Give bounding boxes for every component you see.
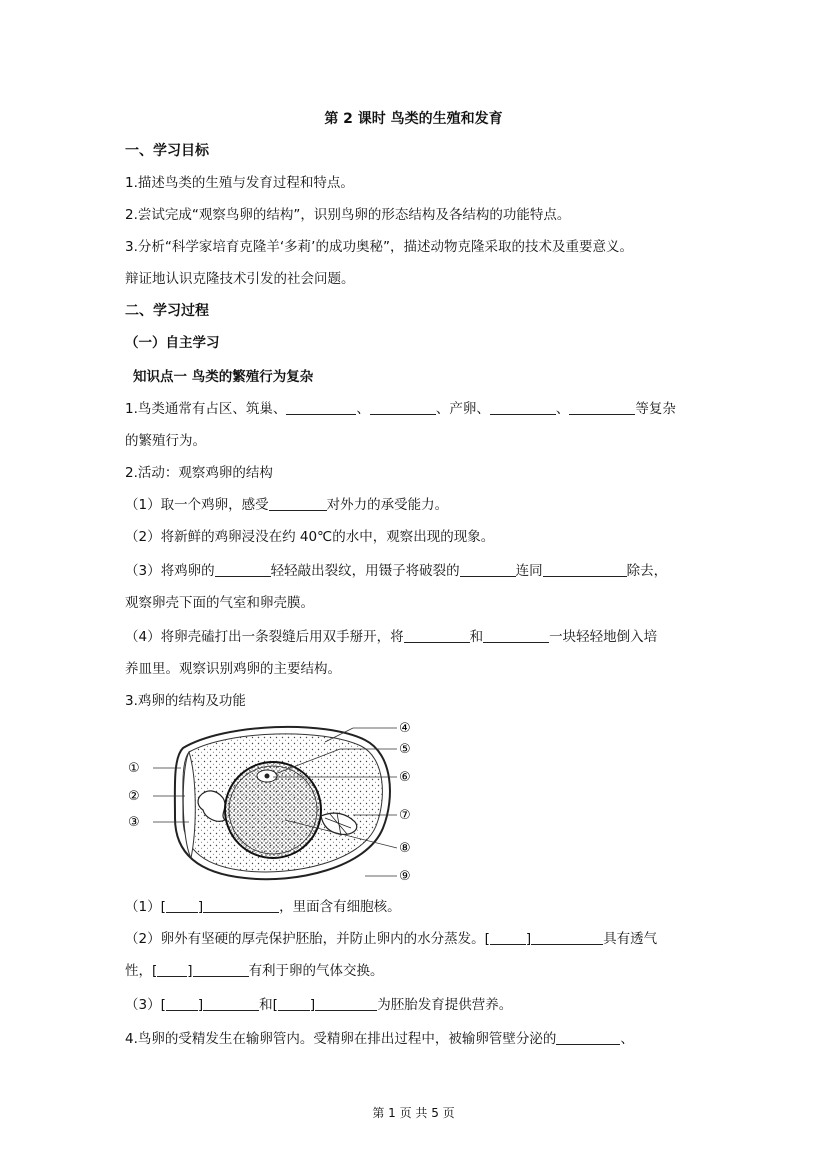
answer-2b-post: 有利于卵的气体交换。 <box>248 963 384 979</box>
subsection-self-study: （一）自主学习 <box>125 335 220 351</box>
step-3-pre: （3）将鸡卵的 <box>125 563 215 579</box>
step-4-pre: （4）将卵壳磕打出一条裂缝后用双手掰开，将 <box>125 629 404 645</box>
answer-1 <box>125 898 401 916</box>
answer-1-name-blank[interactable] <box>203 898 279 913</box>
q1-text-mid: 、产卵、 <box>435 401 490 417</box>
label-8: ⑧ <box>399 841 411 856</box>
step-1 <box>125 496 448 514</box>
egg-structure-diagram <box>125 718 425 890</box>
step-3-blank-3[interactable] <box>543 562 627 577</box>
q1-text-pre: 1.鸟类通常有占区、筑巢、 <box>125 401 287 417</box>
answer-1-pre: （1）[ <box>125 899 166 915</box>
section-heading-goals: 一、学习目标 <box>125 143 209 159</box>
step-3-mid-2: 连同 <box>515 563 543 579</box>
step-1-post: 对外力的承受能力。 <box>326 497 449 513</box>
label-1: ① <box>128 761 140 776</box>
q1-blank-1[interactable] <box>286 400 356 415</box>
answer-3-post: 为胚胎发育提供营养。 <box>377 997 513 1013</box>
step-1-blank[interactable] <box>269 496 327 511</box>
label-5: ⑤ <box>399 742 411 757</box>
answer-2-number-blank[interactable] <box>490 930 526 945</box>
question-1-line-1 <box>125 400 676 418</box>
step-4-mid: 和 <box>469 629 484 645</box>
question-4 <box>125 1030 634 1048</box>
label-3: ③ <box>128 815 140 830</box>
q1-blank-2[interactable] <box>370 400 436 415</box>
answer-1-number-blank[interactable] <box>166 898 198 913</box>
question-4-blank[interactable] <box>556 1030 620 1045</box>
answer-2b-name-blank[interactable] <box>193 962 249 977</box>
question-4-post: 、 <box>620 1031 634 1047</box>
answer-2-bracket: ] <box>525 931 532 947</box>
label-9: ⑨ <box>399 869 411 884</box>
answer-3-bracket-2: ] <box>309 997 316 1013</box>
q1-sep-2: 、 <box>555 401 570 417</box>
answer-3-number-blank-2[interactable] <box>278 996 310 1011</box>
label-6: ⑥ <box>399 770 411 785</box>
answer-1-bracket: ] <box>197 899 204 915</box>
goal-3-line-2: 辩证地认识克隆技术引发的社会问题。 <box>125 271 355 287</box>
question-4-pre: 4.鸟卵的受精发生在输卵管内。受精卵在排出过程中，被输卵管壁分泌的 <box>125 1031 557 1047</box>
answer-3-pre: （3）[ <box>125 997 166 1013</box>
label-7: ⑦ <box>399 808 411 823</box>
step-3-line-2: 观察卵壳下面的气室和卵壳膜。 <box>125 595 314 611</box>
answer-3 <box>125 996 512 1014</box>
q1-sep: 、 <box>356 401 370 417</box>
goal-2: 2.尝试完成“观察鸟卵的结构”，识别鸟卵的形态结构及各结构的功能特点。 <box>125 207 571 223</box>
answer-2-line-1 <box>125 930 657 948</box>
answer-2b-number-blank[interactable] <box>157 962 187 977</box>
answer-3-name-blank-2[interactable] <box>315 996 377 1011</box>
answer-2-name-blank[interactable] <box>531 930 603 945</box>
question-3: 3.鸡卵的结构及功能 <box>125 693 246 709</box>
answer-2b-bracket: ] <box>187 963 193 979</box>
knowledge-point-1: 知识点一 鸟类的繁殖行为复杂 <box>133 369 314 385</box>
answer-3-name-blank-1[interactable] <box>203 996 259 1011</box>
step-4-blank-1[interactable] <box>404 628 470 643</box>
step-3-blank-2[interactable] <box>460 562 516 577</box>
label-2: ② <box>128 789 140 804</box>
answer-2-line-2 <box>125 962 384 980</box>
step-3-post: 除去， <box>626 563 668 579</box>
step-4-blank-2[interactable] <box>483 628 549 643</box>
step-3-mid-1: 轻轻敲出裂纹，用镊子将破裂的 <box>270 563 460 579</box>
q1-blank-4[interactable] <box>569 400 635 415</box>
step-3-line-1 <box>125 562 667 580</box>
question-2: 2.活动：观察鸡卵的结构 <box>125 465 273 481</box>
page-title: 第 2 课时 鸟类的生殖和发育 <box>324 111 503 127</box>
answer-2b-pre: 性，[ <box>125 963 158 979</box>
step-4-line-1 <box>125 628 657 646</box>
goal-1: 1.描述鸟类的生殖与发育过程和特点。 <box>125 175 354 191</box>
goal-3-line-1: 3.分析“科学家培育克隆羊‘多莉’的成功奥秘”，描述动物克隆采取的技术及重要意义。 <box>125 239 633 255</box>
step-3-blank-1[interactable] <box>215 562 271 577</box>
answer-2-pre: （2）卵外有坚硬的厚壳保护胚胎，并防止卵内的水分蒸发。[ <box>125 931 490 947</box>
q1-blank-3[interactable] <box>490 400 556 415</box>
page-footer: 第 1 页 共 5 页 <box>372 1106 455 1120</box>
step-2: （2）将新鲜的鸡卵浸没在约 40℃的水中，观察出现的现象。 <box>125 529 495 545</box>
step-4-line-2: 养皿里。观察识别鸡卵的主要结构。 <box>125 661 341 677</box>
answer-2-post: 具有透气 <box>603 931 658 947</box>
section-heading-process: 二、学习过程 <box>125 303 209 319</box>
answer-3-number-blank-1[interactable] <box>166 996 198 1011</box>
answer-1-post: ，里面含有细胞核。 <box>279 899 401 915</box>
answer-3-and: 和[ <box>259 997 278 1013</box>
step-4-post: 一块轻轻地倒入培 <box>549 629 658 645</box>
q1-text-post: 等复杂 <box>635 401 676 417</box>
question-1-line-2: 的繁殖行为。 <box>125 433 206 449</box>
label-4: ④ <box>399 721 411 736</box>
step-1-pre: （1）取一个鸡卵，感受 <box>125 497 269 513</box>
answer-3-bracket-1: ] <box>197 997 204 1013</box>
